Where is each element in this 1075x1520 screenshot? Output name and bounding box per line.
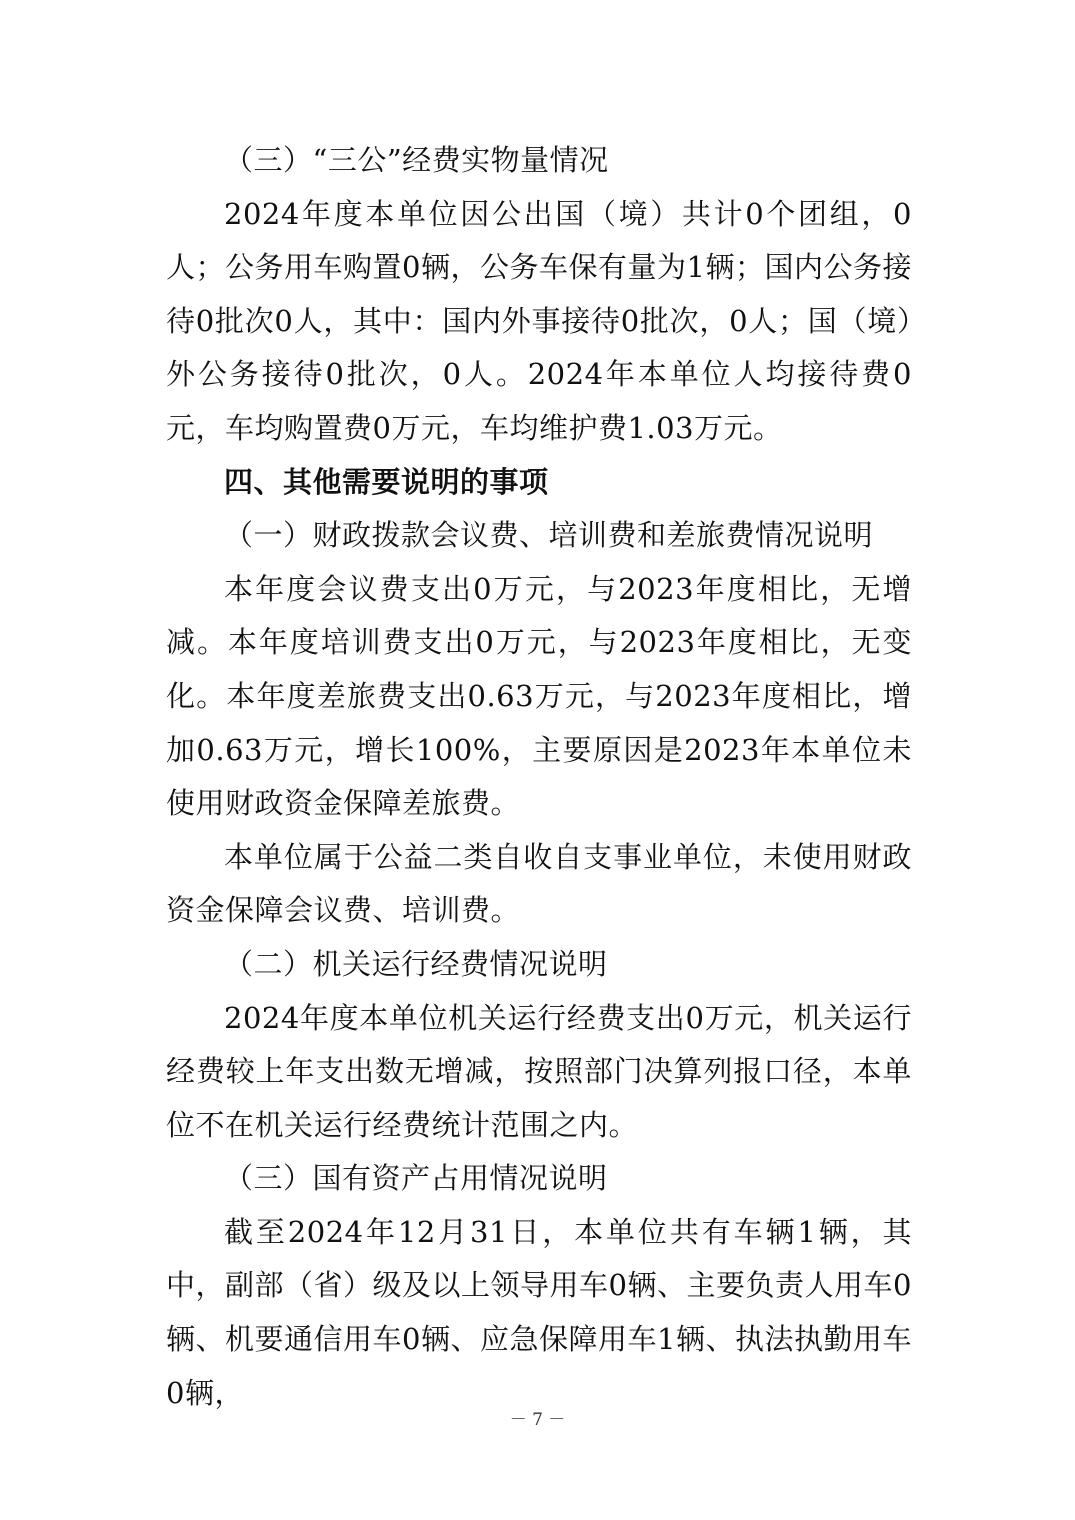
paragraph-unit-category-note: 本单位属于公益二类自收自支事业单位，未使用财政资金保障会议费、培训费。 — [166, 839, 912, 928]
paragraph-three-public-expenses-details: 2024年度本单位因公出国（境）共计0个团组，0人；公务用车购置0辆，公务车保有量为1辆；国内公务接待0批次0人，其中：国内外事接待0批次，0人；国（境）外公务接待0批次，0人。2024年本单位人均接待费0元，车均购置费0万元，车均维护费1.03万元。 — [166, 196, 912, 445]
document-body — [166, 134, 912, 1420]
subheading-three-public-expenses-quantity: （三）“三公”经费实物量情况 — [224, 143, 609, 177]
subheading-state-assets: （三）国有资产占用情况说明 — [224, 1161, 608, 1196]
paragraph-state-assets-details: 截至2024年12月31日，本单位共有车辆1辆，其中，副部（省）级及以上领导用车0辆、主要负责人用车0辆、机要通信用车0辆、应急保障用车1辆、执法执勤用车0辆， — [166, 1214, 912, 1410]
paragraph-operating-expenses-details: 2024年度本单位机关运行经费支出0万元，机关运行经费较上年支出数无增减，按照部门决算列报口径，本单位不在机关运行经费统计范围之内。 — [166, 1000, 912, 1142]
paragraph-meeting-training-travel-details: 本年度会议费支出0万元，与2023年度相比，无增减。本年度培训费支出0万元，与2023年度相比，无变化。本年度差旅费支出0.63万元，与2023年度相比，增加0.63万元，增长100%，主要原因是2023年本单位未使用财政资金保障差旅费。 — [166, 571, 912, 821]
page-number: － 7 － — [509, 1410, 566, 1430]
subheading-meeting-training-travel: （一）财政拨款会议费、培训费和差旅费情况说明 — [224, 518, 874, 553]
section-heading-other-matters: 四、其他需要说明的事项 — [224, 464, 549, 499]
subheading-operating-expenses: （二）机关运行经费情况说明 — [224, 946, 608, 981]
